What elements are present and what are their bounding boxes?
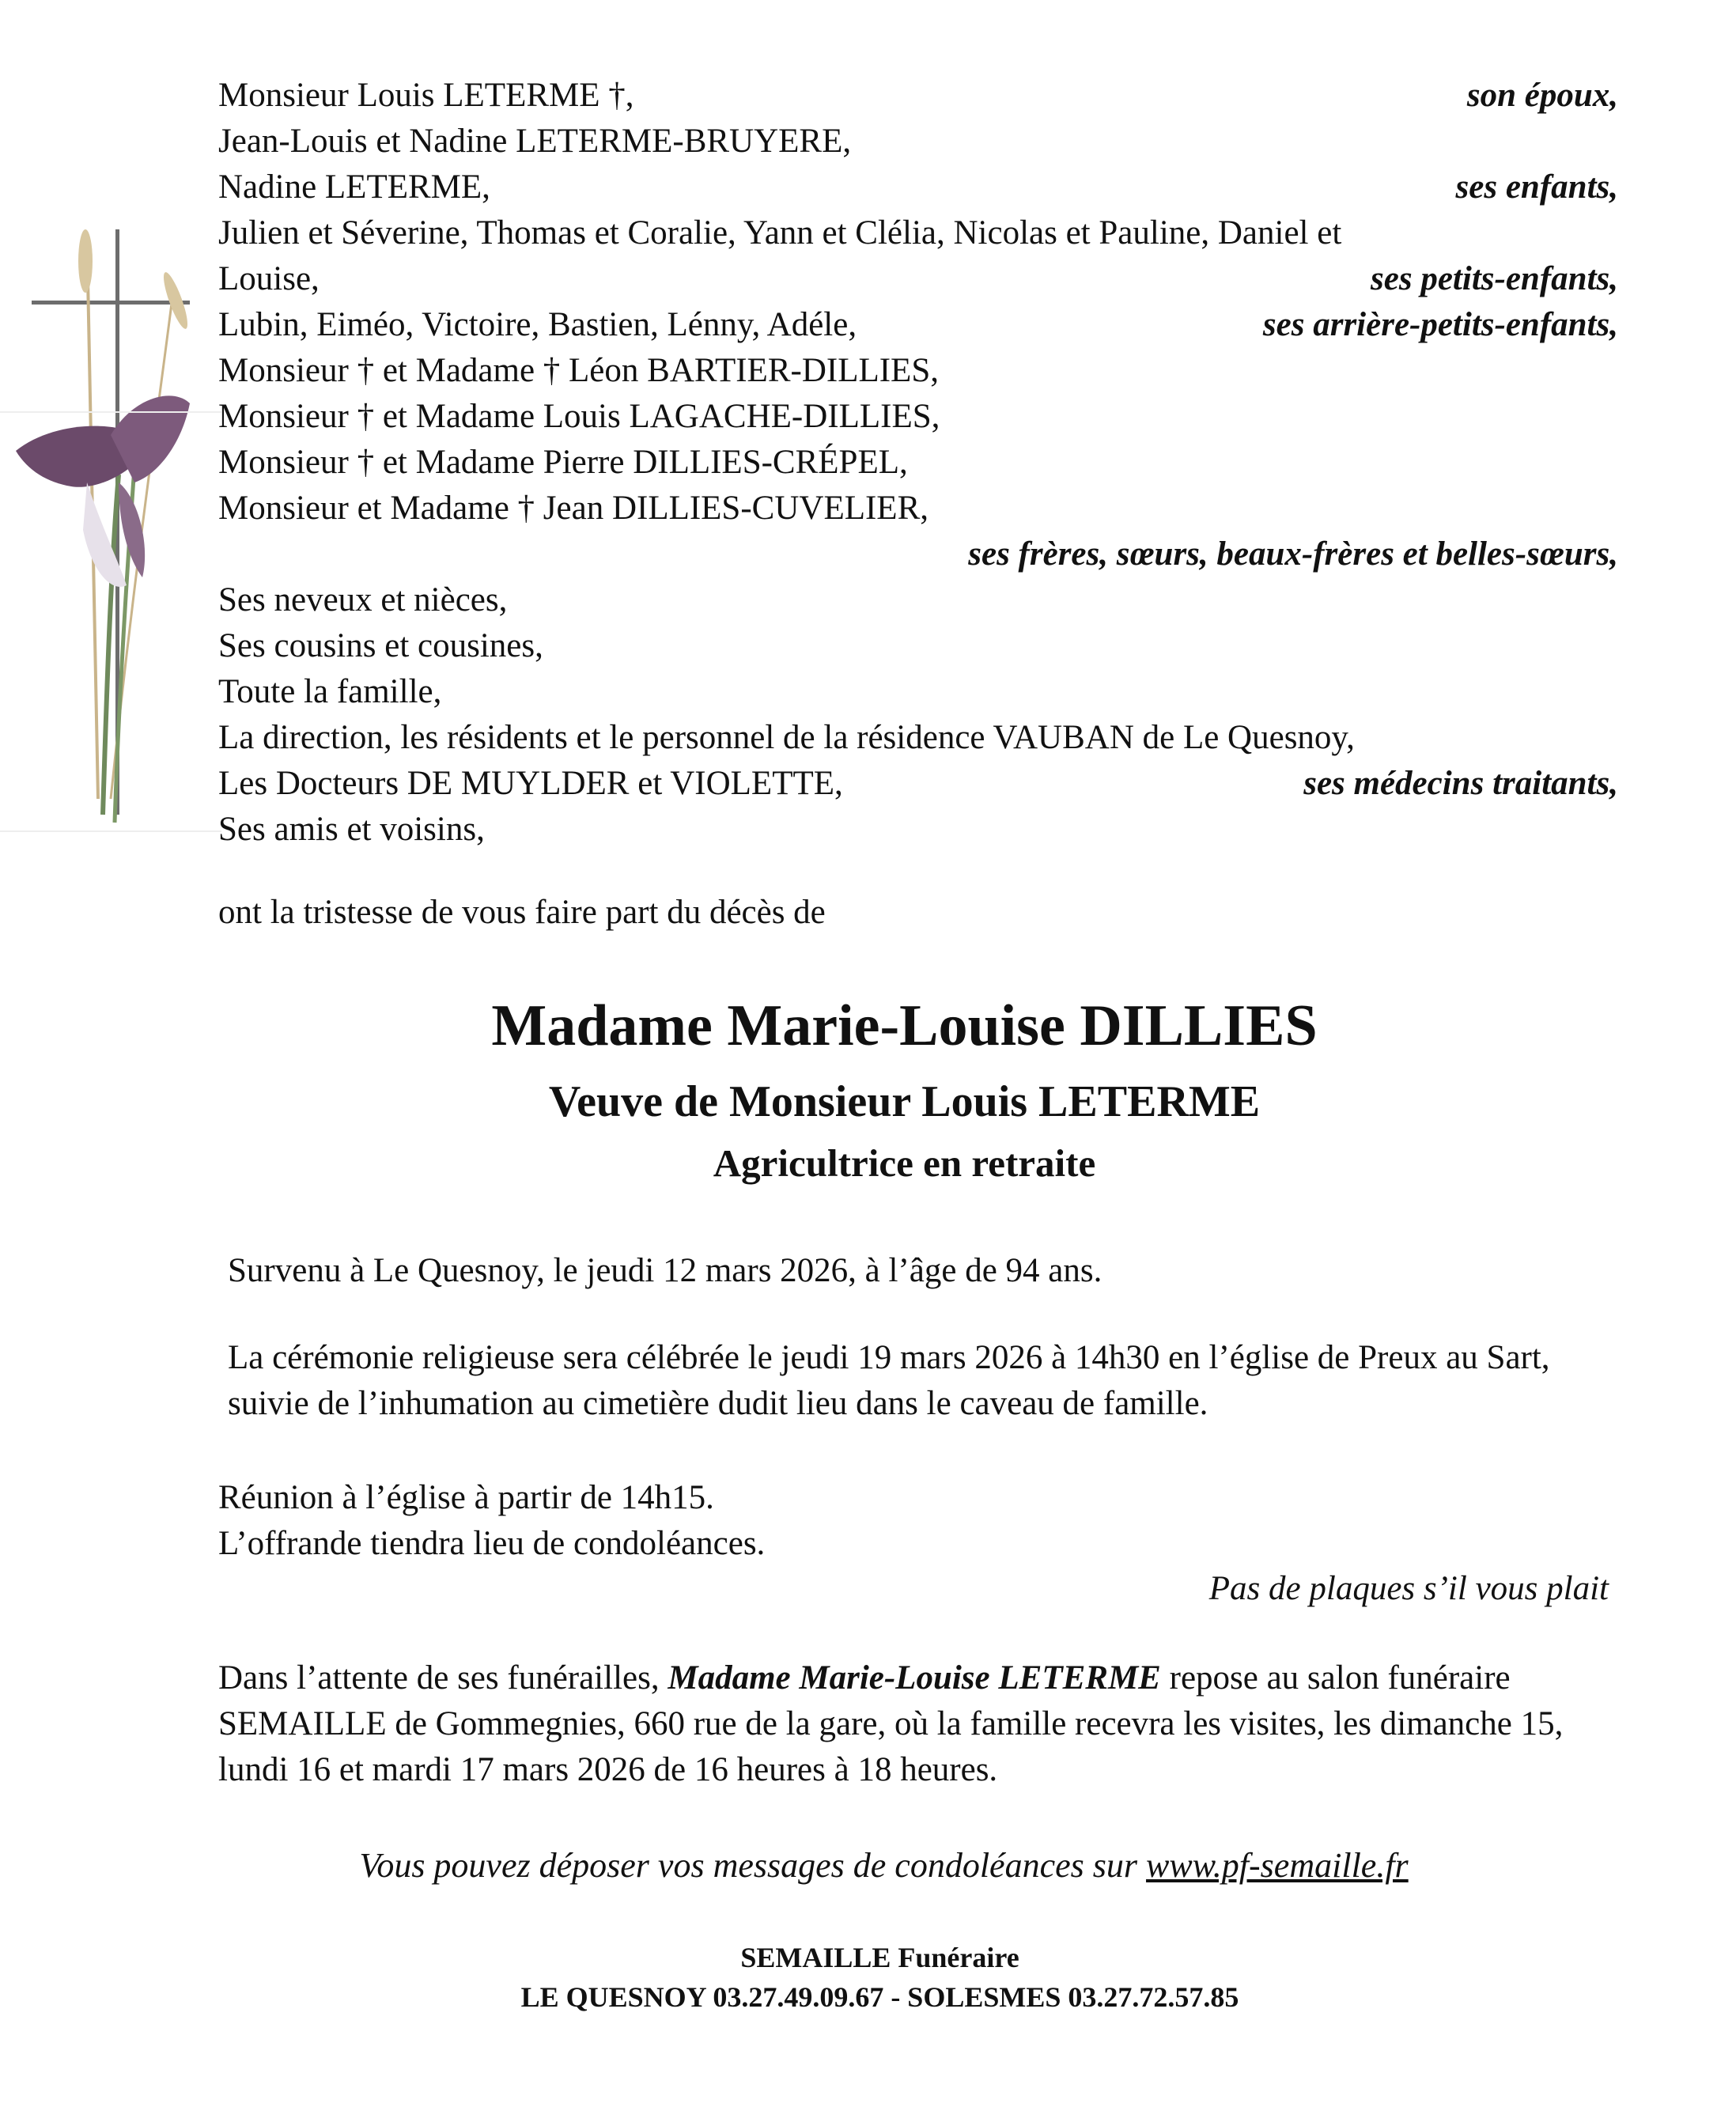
family-relation: ses petits-enfants, [1371, 260, 1618, 297]
family-name: La direction, les résidents et le personnel de la résidence VAUBAN de Le Quesnoy, [218, 719, 1355, 756]
family-relation: ses frères, sœurs, beaux-frères et belles-sœurs, [968, 535, 1618, 573]
family-name: Les Docteurs DE MUYLDER et VIOLETTE, [218, 765, 843, 802]
family-name: Nadine LETERME, [218, 168, 490, 206]
family-name: Monsieur Louis LETERME †, [218, 77, 634, 114]
family-row [218, 348, 1618, 394]
family-name: Ses cousins et cousines, [218, 627, 543, 664]
widow-line: Veuve de Monsieur Louis LETERME [548, 1077, 1261, 1126]
ceremony-text: La cérémonie religieuse sera célébrée le jeudi 19 mars 2026 à 14h30 en l’église de Preux au Sart, suivie de l’inhumation au cimetière dudit lieu dans le caveau de famille. [228, 1339, 1550, 1422]
visits-text [218, 1655, 1618, 1793]
occupation-line: Agricultrice en retraite [713, 1141, 1096, 1185]
family-relation: ses enfants, [1455, 168, 1618, 206]
family-row [218, 761, 1618, 807]
family-name: Jean-Louis et Nadine LETERME-BRUYERE, [218, 123, 852, 160]
family-row [218, 256, 1618, 302]
family-row [218, 73, 1618, 119]
family-row [218, 669, 1618, 715]
death-notice: Survenu à Le Quesnoy, le jeudi 12 mars 2026, à l’âge de 94 ans. [228, 1252, 1102, 1289]
visits-before: Dans l’attente de ses funérailles, [218, 1659, 668, 1697]
family-row [218, 440, 1618, 486]
footer-company: SEMAILLE Funéraire [740, 1942, 1019, 1973]
family-relation: ses médecins traitants, [1303, 765, 1618, 802]
family-row [218, 394, 1618, 440]
offering-text: L’offrande tiendra lieu de condoléances. [218, 1525, 766, 1562]
family-row [218, 715, 1618, 761]
family-name: Louise, [218, 260, 320, 297]
family-name: Monsieur † et Madame Pierre DILLIES-CRÉPEL, [218, 444, 908, 481]
family-row [218, 302, 1618, 348]
family-name: Lubin, Eiméo, Victoire, Bastien, Lénny, Adéle, [218, 306, 857, 343]
family-row [218, 532, 1618, 577]
family-row [218, 210, 1618, 256]
cross-flower-illustration [0, 214, 221, 846]
family-name: Monsieur † et Madame Louis LAGACHE-DILLIES, [218, 398, 940, 435]
intro-text: ont la tristesse de vous faire part du décès de [218, 894, 826, 931]
footer-contacts: LE QUESNOY 03.27.49.09.67 - SOLESMES 03.27.72.57.85 [520, 1981, 1239, 2013]
family-row [218, 486, 1618, 532]
condolences-link[interactable]: www.pf-semaille.fr [1146, 1846, 1409, 1885]
no-plaques-text: Pas de plaques s’il vous plait [1208, 1570, 1609, 1607]
condolences-text: Vous pouvez déposer vos messages de condoléances sur [359, 1846, 1147, 1885]
visits-name: Madame Marie-Louise LETERME [668, 1659, 1161, 1697]
family-name: Julien et Séverine, Thomas et Coralie, Yann et Clélia, Nicolas et Pauline, Daniel et [218, 214, 1342, 252]
visits-after: repose au salon funéraire SEMAILLE de Gommegnies, 660 rue de la gare, où la famille recevra les visites, les dimanche 15, lundi 16 et mardi 17 mars 2026 de 16 heures à 18 heures. [218, 1659, 1564, 1788]
family-row [218, 577, 1618, 623]
family-name: Monsieur † et Madame † Léon BARTIER-DILLIES, [218, 352, 939, 389]
family-name: Ses neveux et nièces, [218, 581, 508, 619]
family-row [218, 165, 1618, 210]
family-row [218, 119, 1618, 165]
family-row [218, 623, 1618, 669]
condolences-line [0, 1843, 1736, 1889]
family-name: Monsieur et Madame † Jean DILLIES-CUVELIER, [218, 490, 929, 527]
family-relation: son époux, [1466, 77, 1618, 114]
deceased-name: Madame Marie-Louise DILLIES [491, 993, 1318, 1058]
family-name: Toute la famille, [218, 673, 442, 710]
meeting-text: Réunion à l’église à partir de 14h15. [218, 1479, 714, 1516]
family-relation: ses arrière-petits-enfants, [1262, 306, 1618, 343]
family-row [218, 807, 1618, 853]
family-name: Ses amis et voisins, [218, 811, 485, 848]
family-list [218, 73, 1618, 853]
